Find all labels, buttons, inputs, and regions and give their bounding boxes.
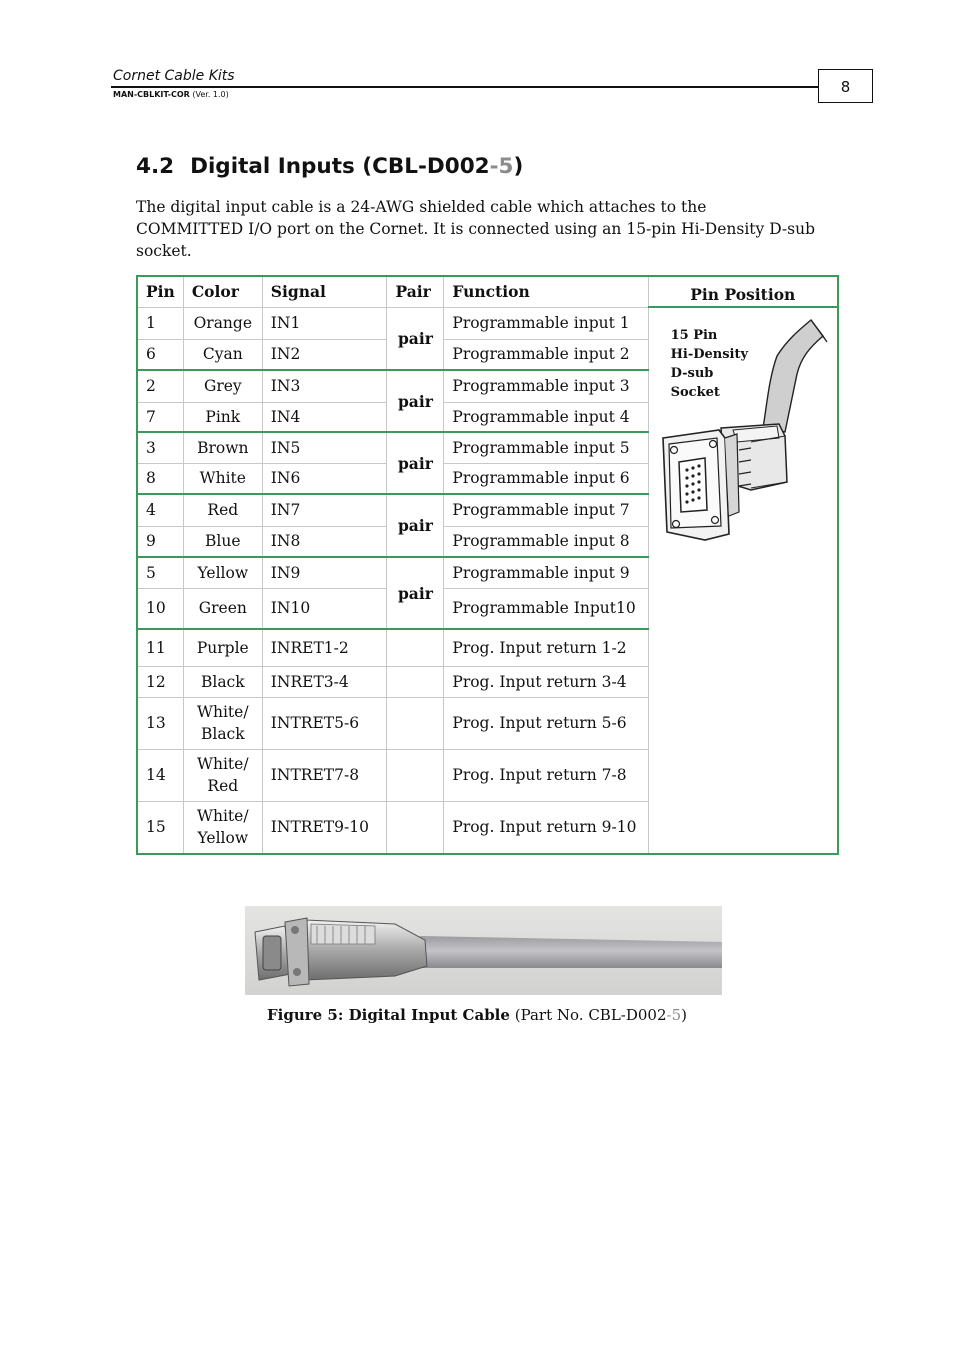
header-pair: Pair (387, 276, 444, 307)
cell-function: Programmable input 4 (444, 402, 648, 432)
cell-color: Grey (183, 370, 262, 402)
cell-color: Orange (183, 307, 262, 339)
cell-color: Red (183, 494, 262, 526)
running-header-docid (113, 90, 229, 99)
cell-function: Prog. Input return 3-4 (444, 666, 648, 697)
cell-signal: IN8 (262, 526, 387, 557)
cell-pin: 1 (137, 307, 183, 339)
cell-pair-empty (387, 629, 444, 666)
cell-signal: IN4 (262, 402, 387, 432)
cell-function: Programmable input 6 (444, 463, 648, 494)
section-title-main: Digital Inputs (CBL-D002 (190, 154, 490, 179)
cell-pin: 11 (137, 629, 183, 666)
cell-pair-empty (387, 801, 444, 854)
cell-function: Programmable input 2 (444, 339, 648, 370)
pin-position-cell (648, 307, 838, 854)
caption-close: ) (681, 1006, 687, 1024)
header-rule (111, 86, 819, 88)
cell-function: Programmable input 1 (444, 307, 648, 339)
caption-part-no: (Part No. CBL-D002 (514, 1006, 667, 1024)
header-function: Function (444, 276, 648, 307)
cell-pin: 13 (137, 697, 183, 749)
cell-signal: INTRET7-8 (262, 749, 387, 801)
cell-pin: 12 (137, 666, 183, 697)
running-header-title: Cornet Cable Kits (113, 68, 235, 84)
connector-label-line: Socket (670, 385, 720, 400)
cell-signal: IN7 (262, 494, 387, 526)
cell-pair-empty (387, 666, 444, 697)
cell-signal: IN9 (262, 557, 387, 588)
cell-function: Programmable input 9 (444, 557, 648, 588)
cell-function: Programmable input 8 (444, 526, 648, 557)
cell-pin: 2 (137, 370, 183, 402)
cell-function: Prog. Input return 5-6 (444, 697, 648, 749)
figure-caption (0, 1006, 954, 1024)
cable-photo (245, 906, 722, 995)
connector-label-line: Hi-Density (670, 347, 749, 362)
cell-function: Programmable input 3 (444, 370, 648, 402)
cell-color: White/ Red (183, 749, 262, 801)
section-title-suffix: -5 (489, 154, 514, 179)
cell-color: Cyan (183, 339, 262, 370)
cell-pin: 6 (137, 339, 183, 370)
cell-signal: INTRET5-6 (262, 697, 387, 749)
page-number: 8 (818, 69, 873, 103)
cell-pin: 7 (137, 402, 183, 432)
cell-pair: pair (387, 370, 444, 432)
cell-signal: IN1 (262, 307, 387, 339)
header-signal: Signal (262, 276, 387, 307)
cell-pin: 3 (137, 432, 183, 463)
cell-color: White/ Yellow (183, 801, 262, 854)
cell-pair-empty (387, 697, 444, 749)
cell-color: Blue (183, 526, 262, 557)
connector-label (671, 326, 748, 402)
cell-signal: INRET3-4 (262, 666, 387, 697)
cell-pin: 14 (137, 749, 183, 801)
cell-pin: 9 (137, 526, 183, 557)
cell-pair: pair (387, 557, 444, 629)
cell-color: Purple (183, 629, 262, 666)
cell-function: Prog. Input return 9-10 (444, 801, 648, 854)
cell-signal: IN5 (262, 432, 387, 463)
cell-pin: 5 (137, 557, 183, 588)
cell-color: White (183, 463, 262, 494)
cell-color: Green (183, 588, 262, 629)
cell-pair-empty (387, 749, 444, 801)
cell-color: Black (183, 666, 262, 697)
cell-signal: IN10 (262, 588, 387, 629)
cell-function: Prog. Input return 7-8 (444, 749, 648, 801)
section-number: 4.2 (136, 154, 175, 179)
pinout-table (136, 275, 839, 855)
cell-signal: IN2 (262, 339, 387, 370)
cell-pair: pair (387, 432, 444, 494)
cell-color: White/ Black (183, 697, 262, 749)
section-title-close: ) (513, 154, 524, 179)
caption-part-suffix: -5 (666, 1006, 682, 1024)
cell-pair: pair (387, 307, 444, 370)
cell-pin: 15 (137, 801, 183, 854)
cell-pin: 4 (137, 494, 183, 526)
cell-color: Brown (183, 432, 262, 463)
section-heading (136, 154, 523, 179)
cell-pin: 10 (137, 588, 183, 629)
cell-color: Pink (183, 402, 262, 432)
cell-signal: INTRET9-10 (262, 801, 387, 854)
header-pin: Pin (137, 276, 183, 307)
intro-paragraph: The digital input cable is a 24-AWG shielded cable which attaches to the COMMITTED I/O port on the Cornet. It is connected using an 15-pin Hi-Density D-sub socket. (136, 198, 816, 260)
cell-signal: INRET1-2 (262, 629, 387, 666)
cell-pair: pair (387, 494, 444, 557)
table-row (137, 307, 838, 339)
cell-function: Prog. Input return 1-2 (444, 629, 648, 666)
cell-color: Yellow (183, 557, 262, 588)
cell-signal: IN3 (262, 370, 387, 402)
caption-label: Figure 5: Digital Input Cable (267, 1006, 510, 1024)
connector-label-line: 15 Pin (670, 328, 718, 343)
cell-function: Programmable input 7 (444, 494, 648, 526)
cell-pin: 8 (137, 463, 183, 494)
doc-version: (Ver. 1.0) (192, 90, 229, 99)
cell-function: Programmable Input10 (444, 588, 648, 629)
cell-signal: IN6 (262, 463, 387, 494)
connector-label-line: D-sub (670, 366, 714, 381)
doc-id: MAN-CBLKIT-COR (113, 90, 190, 99)
cell-function: Programmable input 5 (444, 432, 648, 463)
header-pin-position: Pin Position (648, 276, 838, 307)
header-color: Color (183, 276, 262, 307)
